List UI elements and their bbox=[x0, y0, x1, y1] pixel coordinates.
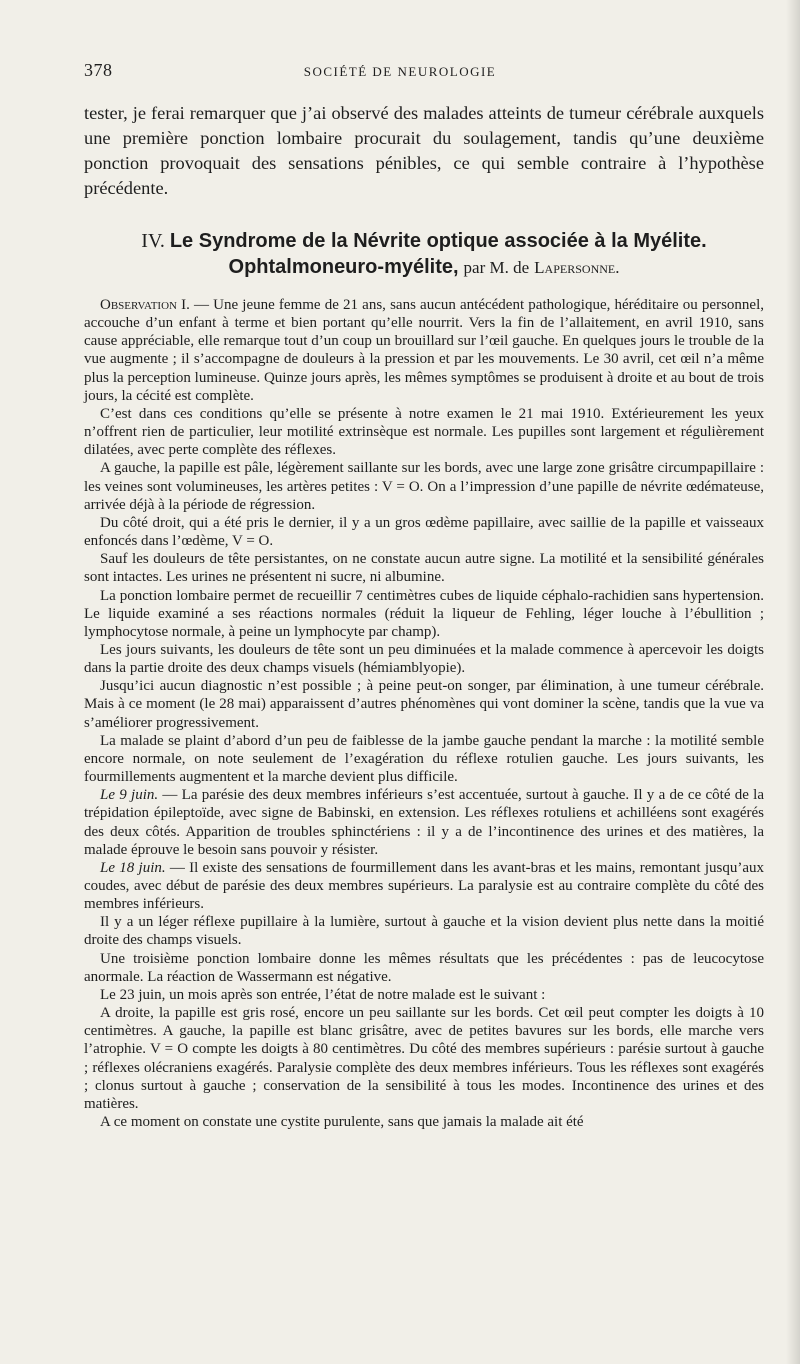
running-head: SOCIÉTÉ DE NEUROLOGIE bbox=[303, 64, 497, 79]
observation-body bbox=[84, 296, 764, 1131]
paragraph: La malade se plaint d’abord d’un peu de faiblesse de la jambe gauche pendant la marche : la motilité semble encore normale, on note seulement de l’exagération du réflexe rotulien gauche. Les jours suivants, les fourmillements augmentent et la marche devient plus difficile. bbox=[84, 732, 764, 786]
paragraph: Le 23 juin, un mois après son entrée, l’état de notre malade est le suivant : bbox=[100, 986, 546, 1003]
paragraph-text: — Il existe des sensations de fourmillement dans les avant-bras et les mains, remontant jusqu’aux coudes, avec début de parésie des deux membres supérieurs. La paralysie est au contraire complète du côté des membres inférieurs. bbox=[84, 859, 764, 913]
paragraph: Jusqu’ici aucun diagnostic n’est possible ; à peine peut-on songer, par élimination, à une tumeur cérébrale. Mais à ce moment (le 28 mai) apparaissent d’autres phénomènes qui vont dominer la scène, tandis que la vue va s’améliorer progressivement. bbox=[84, 678, 764, 731]
paragraph: Une troisième ponction lombaire donne les mêmes résultats que les précédentes : pas de leucocytose anormale. La réaction de Wassermann est négative. bbox=[84, 950, 764, 985]
paragraph: La ponction lombaire permet de recueillir 7 centimètres cubes de liquide céphalo-rachidien sans hypertension. Le liquide examiné a ses réactions normales (réduit la liqueur de Fehling, léger louche à l’ébullition ; lymphocytose normale, à peine un lymphocyte par champ). bbox=[84, 587, 764, 640]
paragraph: C’est dans ces conditions qu’elle se présente à notre examen le 21 mai 1910. Extérieurement les yeux n’offrent rien de particulier, leur motilité extrinsèque est normale. Les pupilles sont largement et régulièrement dilatées, avec perte complète des réflexes. bbox=[84, 405, 764, 459]
paragraph bbox=[84, 859, 764, 913]
paragraph-text: — La parésie des deux membres inférieurs s’est accentuée, surtout à gauche. Il y a de ce côté de la trépidation épileptoïde, avec signe de Babinski, en extension. Les réflexes rotuliens et achilléens sont exagérés des deux côtés. Apparition de troubles sphinctériens : il y a de l’incontinence des urines et des matières, la malade éprouve le besoin sans pouvoir y résister. bbox=[84, 787, 764, 858]
intro-paragraph bbox=[84, 101, 764, 201]
paragraph: Sauf les douleurs de tête persistantes, on ne constate aucun autre signe. La motilité et la sensibilité générales sont intactes. Les urines ne présentent ni sucre, ni albumine. bbox=[84, 551, 764, 586]
paragraph bbox=[84, 296, 764, 405]
paragraph: Du côté droit, qui a été pris le dernier, il y a un gros œdème papillaire, avec saillie de la papille et vaisseaux enfoncés dans l’œdème, V = O. bbox=[84, 514, 764, 550]
paragraph: A gauche, la papille est pâle, légèrement saillante sur les bords, avec une large zone grisâtre circumpapillaire : les veines sont volumineuses, les artères petites : V = O. On a l’impression d’une papille de névrite œdémateuse, arrivée déjà à la période de régression. bbox=[84, 460, 764, 513]
author-prefix: par M. de bbox=[463, 258, 530, 277]
intro-text: tester, je ferai remarquer que j’ai observé des malades atteints de tumeur cérébrale auxquels une première ponction lombaire procurait du soulagement, tandis qu’une deuxième ponction provoquait des sensations pénibles, ce qui semble contraire à l’hypothèse précédente. bbox=[84, 103, 764, 198]
observation-label: Observation I. bbox=[100, 297, 190, 313]
section-title-line-2 bbox=[84, 254, 764, 281]
section-subtitle: Ophtalmoneuro-myélite, bbox=[228, 256, 459, 278]
section-title: Le Syndrome de la Névrite optique associée à la Myélite. bbox=[169, 230, 707, 252]
paragraph: A ce moment on constate une cystite purulente, sans que jamais la malade ait été bbox=[100, 1114, 584, 1131]
page-edge-shadow bbox=[786, 0, 800, 1364]
paragraph: Les jours suivants, les douleurs de tête sont un peu diminuées et la malade commence à apercevoir les doigts dans la partie droite des deux champs visuels (hémiamblyopie). bbox=[84, 641, 764, 677]
section-heading bbox=[84, 228, 764, 281]
paragraph: A droite, la papille est gris rosé, encore un peu saillante sur les bords. Cet œil peut compter les doigts à 10 centimètres. A gauche, la papille est blanc grisâtre, avec de petites bavures sur les bords, elle marche vers l’atrophie. V = O compte les doigts à 80 centimètres. Du côté des membres supérieurs : parésie surtout à gauche ; réflexes olécraniens exagérés. Paralysie complète des deux membres inférieurs. Tous les réflexes sont exagérés ; clonus surtout à gauche ; conservation de la sensibilité à tous les modes. Incontinence des urines et des matières. bbox=[84, 1005, 764, 1112]
page-number: 378 bbox=[84, 60, 113, 80]
section-number: IV. bbox=[141, 230, 165, 252]
paragraph bbox=[84, 786, 764, 859]
author-name: Lapersonne. bbox=[534, 258, 620, 277]
date-label: Le 9 juin. bbox=[100, 787, 159, 804]
paragraph: Il y a un léger réflexe pupillaire à la lumière, surtout à gauche et la vision devient plus nette dans la moitié droite des champs visuels. bbox=[84, 914, 764, 949]
section-title-line-1 bbox=[84, 228, 764, 254]
paragraph-text: — Une jeune femme de 21 ans, sans aucun antécédent pathologique, héréditaire ou personnel, accouche d’un enfant à terme et bien portant qu’elle nourrit. Vers la fin de l’allaitement, en avril 1910, sans cause appréciable, elle remarque tout d’un coup un brouillard sur l’œil gauche. En quelques jours le trouble de la vue augmente ; il s’accompagne de douleurs à la pression et par les mouvements. Le 30 avril, cet œil n’a même plus la perception lumineuse. Quinze jours après, les mêmes symptômes se produisent à droite et au bout de trois jours, la cécité est complète. bbox=[84, 297, 764, 404]
date-label: Le 18 juin. bbox=[100, 859, 166, 876]
